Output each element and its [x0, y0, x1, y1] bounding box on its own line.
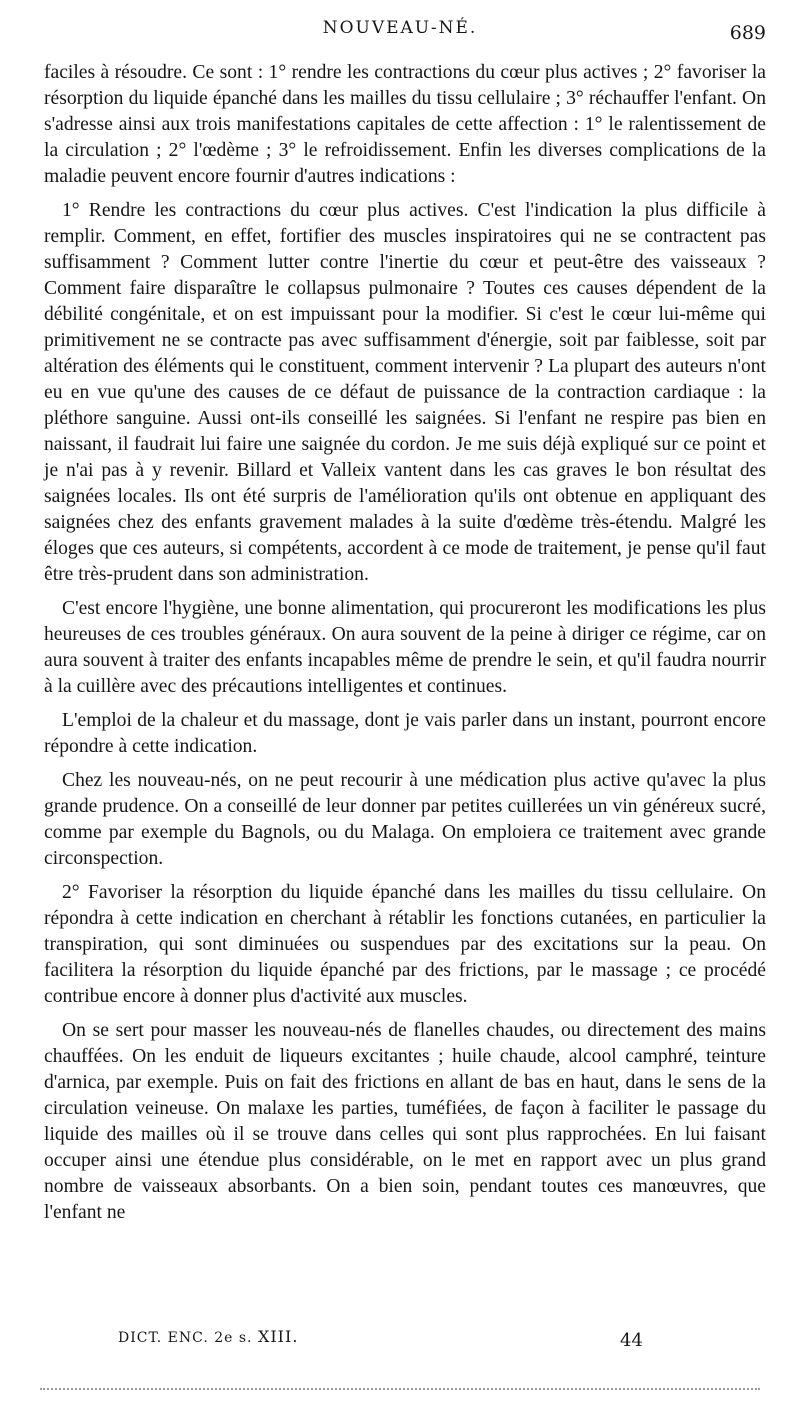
paragraph: C'est encore l'hygiène, une bonne alimentation, qui procureront les modifications les plus heureuses de ces troubles généraux. On aura souvent de la peine à diriger ce régime, car on aura souvent à traiter des enfants incapables même de prendre le sein, et qu'il faudra nourrir à la cuillère avec des précautions intelligentes et continues.	[44, 598, 766, 697]
paragraph: 1° Rendre les contractions du cœur plus actives. C'est l'indication la plus difficile à remplir. Comment, en effet, fortifier des muscles inspiratoires qui ne se contractent pas suffisamment ? Comment lutter contre l'inertie du cœur et peut-être des vaisseaux ? Comment faire disparaître le collapsus pulmonaire ? Toutes ces causes dépendent de la débilité congénitale, et on est impuissant pour la modifier. Si c'est le cœur lui-même qui primitivement ne se contracte pas avec suffisamment d'énergie, soit par faiblesse, soit par altération des éléments qui le constituent, comment intervenir ? La plupart des auteurs n'ont eu en vue qu'une des causes de ce défaut de puissance de la contraction cardiaque : la pléthore sanguine. Aussi ont-ils conseillé les saignées. Si l'enfant ne respire pas bien en naissant, il faudrait lui faire une saignée du cordon. Je me suis déjà expliqué sur ce point et je n'ai pas à y revenir. Billard et Valleix vantent dans les cas graves le bon résultat des saignées locales. Ils ont été surpris de l'amélioration qu'ils ont obtenue en appliquant des saignées chez des enfants gravement malades à la suite d'œdème très-étendu. Malgré les éloges que ces auteurs, si compétents, accordent à ce mode de traitement, je pense qu'il faut être très-prudent dans son administration.	[44, 200, 766, 585]
signature-series: 2e s.	[214, 1330, 253, 1346]
bottom-dotted-rule	[40, 1388, 760, 1390]
sheet-number: 44	[620, 1330, 643, 1351]
paragraph: On se sert pour masser les nouveau-nés de flanelles chaudes, ou directement des mains chauffées. On les enduit de liqueurs excitantes ; huile chaude, alcool camphré, teinture d'arnica, par exemple. Puis on fait des frictions en allant de bas en haut, dans le sens de la circulation veineuse. On malaxe les parties, tuméfiées, de façon à faciliter le passage du liquide des mailles où il se trouve dans celles qui sont plus rapprochées. En lui faisant occuper ainsi une étendue plus considérable, on le met en rapport avec un plus grand nombre de vaisseaux absorbants. On a bien soin, pendant toutes ces manœuvres, que l'enfant ne	[44, 1020, 766, 1223]
paragraph: 2° Favoriser la résorption du liquide épanché dans les mailles du tissu cellulaire. On répondra à cette indication en cherchant à rétablir les fonctions cutanées, en particulier la transpiration, qui sont diminuées ou suspendues par des excitations sur la peau. On facilitera la résorption du liquide épanché par des frictions, par le massage ; ce procédé contribue encore à donner plus d'activité aux muscles.	[44, 882, 766, 1007]
paragraph: Chez les nouveau-nés, on ne peut recourir à une médication plus active qu'avec la plus grande prudence. On a conseillé de leur donner par petites cuillerées un vin généreux sucré, comme par exemple du Bagnols, ou du Malaga. On emploiera ce traitement avec grande circonspection.	[44, 770, 766, 869]
page-number: 689	[729, 22, 766, 44]
paragraph: faciles à résoudre. Ce sont : 1° rendre les contractions du cœur plus actives ; 2° favoriser la résorption du liquide épanché dans les mailles du tissu cellulaire ; 3° réchauffer l'enfant. On s'adresse ainsi aux trois manifestations capitales de cette affection : 1° le ralentissement de la circulation ; 2° l'œdème ; 3° le refroidissement. Enfin les diverses complications de la maladie peuvent encore fournir d'autres indications :	[44, 62, 766, 187]
body-text	[44, 60, 766, 1234]
paragraph: L'emploi de la chaleur et du massage, dont je vais parler dans un instant, pourront encore répondre à cette indication.	[44, 710, 766, 757]
signature-abbrev: DICT. ENC.	[118, 1330, 209, 1346]
footer-signature	[118, 1327, 298, 1346]
running-title: NOUVEAU-NÉ.	[322, 18, 478, 38]
signature-volume: XIII.	[257, 1327, 299, 1346]
